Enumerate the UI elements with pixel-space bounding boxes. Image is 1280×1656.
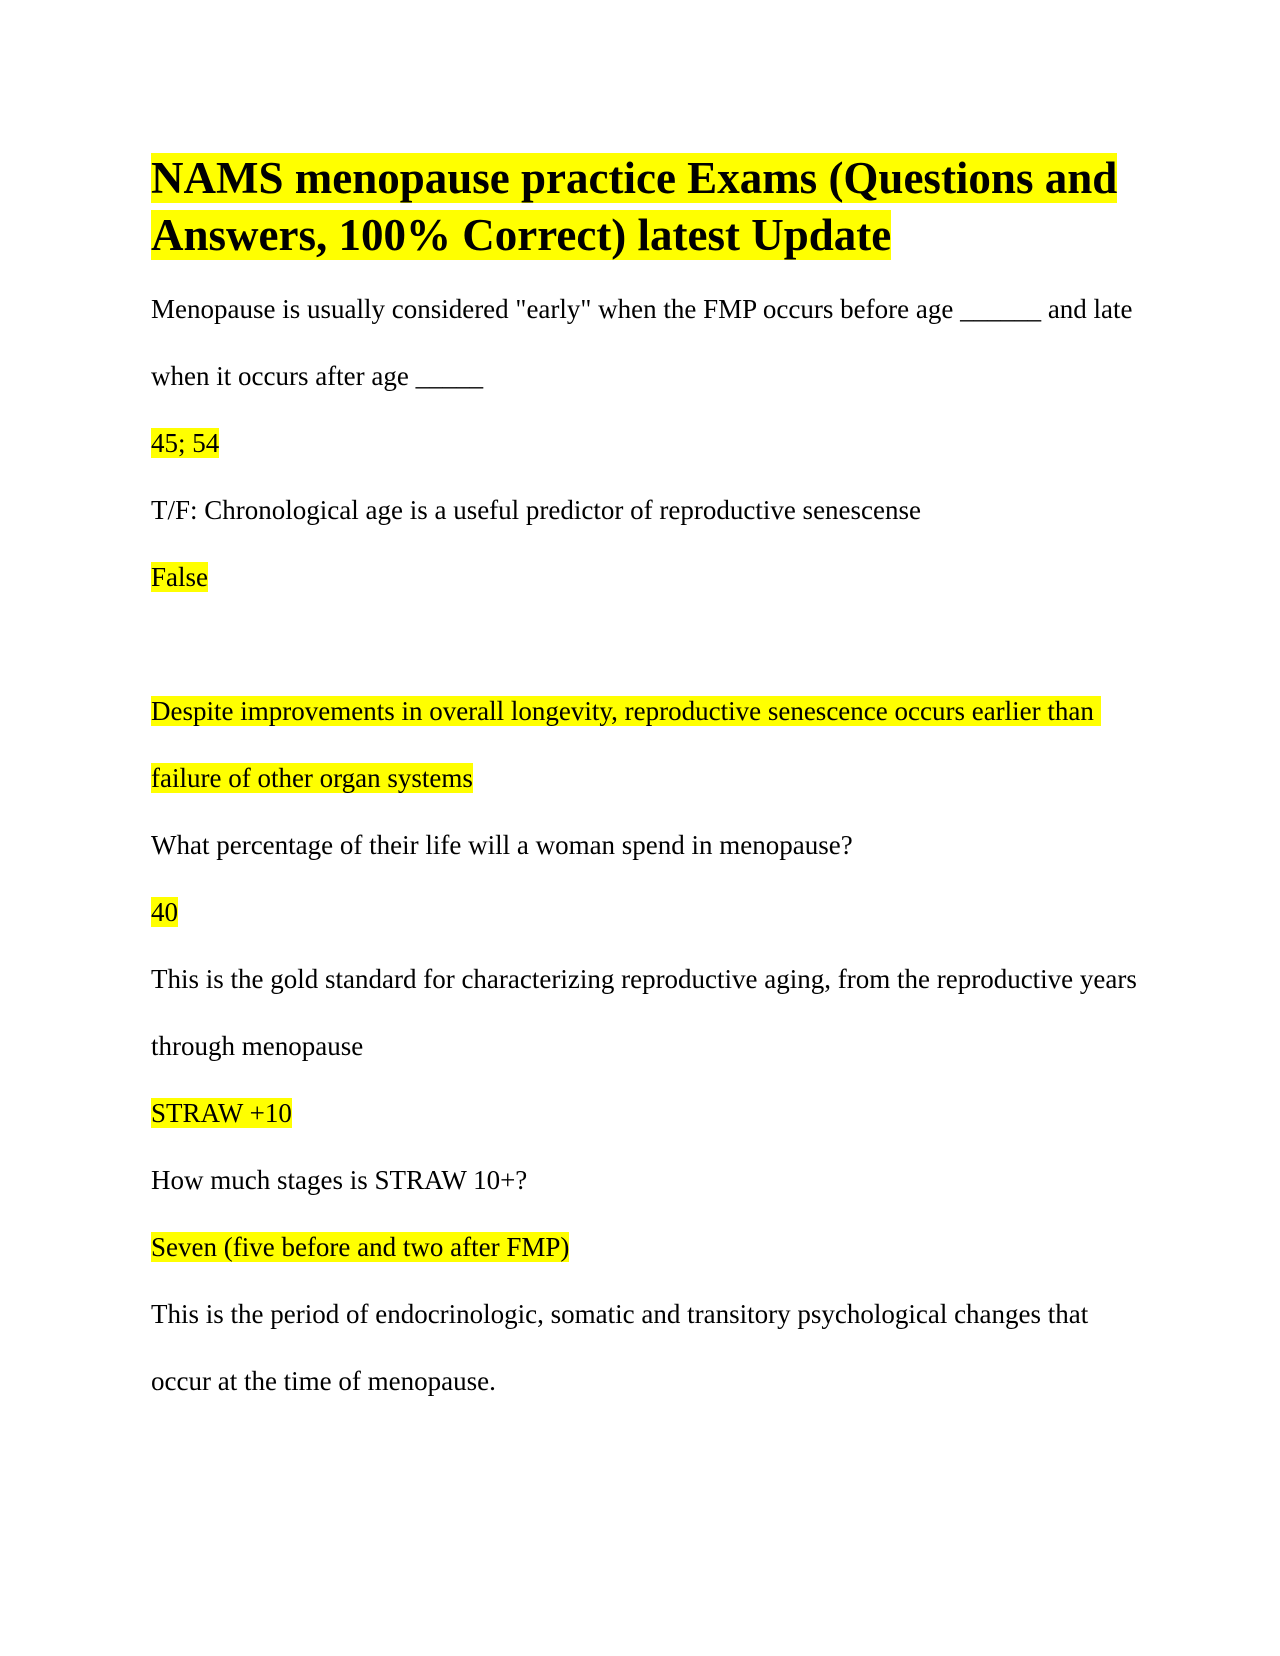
answer-text: STRAW +10	[151, 1098, 292, 1128]
answer-gold-standard	[151, 1080, 1141, 1147]
blank-line	[151, 611, 1141, 678]
question-text: Menopause is usually considered "early" when the FMP occurs before age ______ and late when it occurs after age _____	[151, 294, 1140, 391]
document-title	[151, 150, 1141, 264]
document-title-text: NAMS menopause practice Exams (Questions and Answers, 100% Correct) latest Update	[151, 153, 1118, 260]
answer-text: 45; 54	[151, 428, 220, 458]
answer-text: Seven (five before and two after FMP)	[151, 1232, 570, 1262]
question-text: T/F: Chronological age is a useful predictor of reproductive senescense	[151, 495, 922, 525]
answer-chronological-age	[151, 544, 1141, 611]
answer-explanation-senescence	[151, 678, 1141, 812]
answer-life-percentage	[151, 879, 1141, 946]
question-gold-standard	[151, 946, 1144, 1080]
document-page	[151, 150, 1144, 1415]
question-straw-stages	[151, 1147, 1141, 1214]
answer-text: 40	[151, 897, 178, 927]
answer-straw-stages	[151, 1214, 1141, 1281]
question-text: What percentage of their life will a woman spend in menopause?	[151, 830, 853, 860]
question-chronological-age	[151, 477, 1141, 544]
answer-text: Despite improvements in overall longevity, reproductive senescence occurs earlier than failure of other organ systems	[151, 696, 1101, 793]
answer-text: False	[151, 562, 208, 592]
question-text: This is the period of endocrinologic, somatic and transitory psychological changes that occur at the time of menopause.	[151, 1299, 1096, 1396]
answer-early-late-menopause	[151, 410, 1141, 477]
question-transition-period	[151, 1281, 1141, 1415]
question-early-late-menopause	[151, 276, 1141, 410]
question-text: This is the gold standard for characterizing reproductive aging, from the reproductive years through menopause	[151, 964, 1144, 1061]
question-life-percentage	[151, 812, 1141, 879]
question-text: How much stages is STRAW 10+?	[151, 1165, 528, 1195]
